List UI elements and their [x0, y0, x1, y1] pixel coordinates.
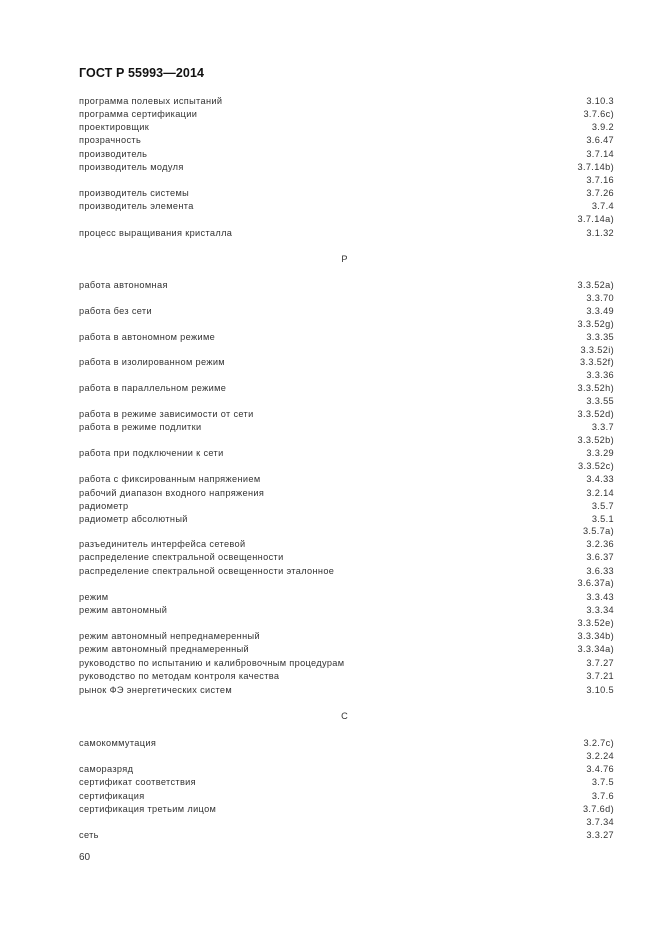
index-entry	[79, 395, 614, 408]
index-entry	[79, 630, 614, 643]
index-term: производитель модуля	[79, 162, 184, 172]
index-term: производитель	[79, 149, 148, 159]
section-letter-heading	[0, 253, 661, 266]
index-entry	[79, 803, 614, 816]
index-entry	[79, 816, 614, 829]
index-reference: 3.7.21	[586, 671, 614, 681]
index-entry	[79, 121, 614, 134]
index-reference: 3.2.24	[586, 751, 614, 761]
index-entry	[79, 776, 614, 789]
index-reference: 3.7.16	[586, 175, 614, 185]
index-reference: 3.7.34	[586, 817, 614, 827]
index-term: рынок ФЭ энергетических систем	[79, 685, 233, 695]
index-reference: 3.3.70	[586, 293, 614, 303]
index-reference: 3.10.5	[586, 685, 614, 695]
index-entry	[79, 643, 614, 656]
index-term: процесс выращивания кристалла	[79, 228, 233, 238]
index-term: программа полевых испытаний	[79, 96, 223, 106]
index-term: работа в режиме подлитки	[79, 422, 202, 432]
index-entry	[79, 829, 614, 842]
index-entry	[79, 473, 614, 486]
index-term: разъединитель интерфейса сетевой	[79, 539, 246, 549]
index-reference: 3.3.7	[591, 422, 614, 432]
index-reference: 3.3.52g)	[577, 319, 614, 329]
index-term: руководство по испытанию и калибровочным процедурам	[79, 658, 345, 668]
index-term: сертификация	[79, 791, 145, 801]
index-entry	[79, 292, 614, 305]
index-term: радиометр	[79, 501, 129, 511]
index-reference: 3.2.14	[586, 488, 614, 498]
index-entry	[79, 279, 614, 292]
index-entry	[79, 382, 614, 395]
index-entry	[79, 134, 614, 147]
index-reference: 3.3.36	[586, 370, 614, 380]
index-reference: 3.3.29	[586, 448, 614, 458]
index-term: режим	[79, 592, 109, 602]
index-term: режим автономный	[79, 605, 168, 615]
index-term: работа с фиксированным напряжением	[79, 474, 261, 484]
page-number: 60	[79, 852, 91, 863]
index-term: работа в режиме зависимости от сети	[79, 409, 254, 419]
index-entry	[79, 187, 614, 200]
index-term: руководство по методам контроля качества	[79, 671, 280, 681]
index-term: проектировщик	[79, 122, 150, 132]
index-reference: 3.7.27	[586, 658, 614, 668]
index-entry	[79, 657, 614, 670]
index-term: распределение спектральной освещенности	[79, 552, 284, 562]
index-term: производитель элемента	[79, 201, 194, 211]
index-reference: 3.9.2	[591, 122, 614, 132]
index-term: режим автономный непреднамеренный	[79, 631, 260, 641]
index-reference: 3.5.7	[591, 501, 614, 511]
index-term: работа в изолированном режим	[79, 357, 225, 367]
index-term: радиометр абсолютный	[79, 514, 188, 524]
index-entry	[79, 577, 614, 590]
index-entry	[79, 305, 614, 318]
index-entry	[79, 148, 614, 161]
index-entry	[79, 318, 614, 331]
index-reference: 3.3.34b)	[577, 631, 614, 641]
index-reference: 3.1.32	[586, 228, 614, 238]
index-term: сеть	[79, 830, 99, 840]
index-entry	[79, 763, 614, 776]
index-entry	[79, 434, 614, 447]
index-entry	[79, 447, 614, 460]
index-reference: 3.5.7a)	[582, 526, 614, 536]
index-reference: 3.3.34	[586, 605, 614, 615]
section-letter: Р	[341, 254, 348, 264]
index-entry	[79, 95, 614, 108]
index-entry	[79, 369, 614, 382]
index-reference: 3.6.33	[586, 566, 614, 576]
index-reference: 3.7.6c)	[583, 109, 614, 119]
index-entry	[79, 604, 614, 617]
index-entry	[79, 174, 614, 187]
index-reference: 3.10.3	[586, 96, 614, 106]
index-reference: 3.7.6	[591, 791, 614, 801]
index-reference: 3.3.43	[586, 592, 614, 602]
index-term: работа без сети	[79, 306, 152, 316]
index-term: сертификация третьим лицом	[79, 804, 217, 814]
index-reference: 3.7.4	[591, 201, 614, 211]
index-reference: 3.3.27	[586, 830, 614, 840]
index-entry	[79, 617, 614, 630]
index-reference: 3.4.33	[586, 474, 614, 484]
index-entry	[79, 200, 614, 213]
index-reference: 3.7.14b)	[577, 162, 614, 172]
index-entry	[79, 421, 614, 434]
index-reference: 3.3.52b)	[577, 435, 614, 445]
index-term: прозрачность	[79, 135, 142, 145]
index-term: производитель системы	[79, 188, 190, 198]
index-reference: 3.2.7c)	[583, 738, 614, 748]
index-reference: 3.2.36	[586, 539, 614, 549]
index-reference: 3.3.35	[586, 332, 614, 342]
index-entry	[79, 750, 614, 763]
index-term: работа при подключении к сети	[79, 448, 224, 458]
index-term: распределение спектральной освещенности эталонное	[79, 566, 335, 576]
index-reference: 3.3.52i)	[580, 345, 614, 355]
index-reference: 3.7.14a)	[577, 214, 614, 224]
index-reference: 3.3.55	[586, 396, 614, 406]
index-entry	[79, 591, 614, 604]
index-term: работа автономная	[79, 280, 168, 290]
index-term: рабочий диапазон входного напряжения	[79, 488, 265, 498]
section-letter: С	[341, 711, 348, 721]
index-entry	[79, 487, 614, 500]
index-entry	[79, 161, 614, 174]
index-entry	[79, 108, 614, 121]
index-term: работа в параллельном режиме	[79, 383, 227, 393]
index-reference: 3.7.26	[586, 188, 614, 198]
index-term: саморазряд	[79, 764, 134, 774]
index-reference: 3.7.5	[591, 777, 614, 787]
index-entry	[79, 408, 614, 421]
index-reference: 3.7.14	[586, 149, 614, 159]
index-entry	[79, 356, 614, 369]
index-entry	[79, 227, 614, 240]
index-reference: 3.3.52h)	[577, 383, 614, 393]
index-reference: 3.7.6d)	[582, 804, 614, 814]
index-entry	[79, 790, 614, 803]
index-reference: 3.3.52d)	[577, 409, 614, 419]
index-entry	[79, 670, 614, 683]
index-term: самокоммутация	[79, 738, 157, 748]
index-entry	[79, 525, 614, 538]
index-reference: 3.3.52f)	[580, 357, 614, 367]
index-reference: 3.3.34a)	[577, 644, 614, 654]
index-entry	[79, 684, 614, 697]
index-term: программа сертификации	[79, 109, 198, 119]
index-reference: 3.6.37	[586, 552, 614, 562]
index-reference: 3.3.52c)	[578, 461, 614, 471]
index-entry	[79, 460, 614, 473]
index-entry	[79, 538, 614, 551]
index-entry	[79, 213, 614, 226]
index-term: сертификат соответствия	[79, 777, 196, 787]
section-letter-heading	[0, 710, 661, 723]
index-term: работа в автономном режиме	[79, 332, 216, 342]
index-entry	[79, 500, 614, 513]
index-entry	[79, 551, 614, 564]
document-title: ГОСТ Р 55993—2014	[79, 66, 205, 80]
index-entry	[79, 737, 614, 750]
index-reference: 3.3.49	[586, 306, 614, 316]
index-entry	[79, 331, 614, 344]
index-reference: 3.3.52e)	[577, 618, 614, 628]
index-term: режим автономный преднамеренный	[79, 644, 250, 654]
index-reference: 3.3.52a)	[577, 280, 614, 290]
index-reference: 3.6.37a)	[577, 578, 614, 588]
index-reference: 3.5.1	[591, 514, 614, 524]
index-reference: 3.6.47	[586, 135, 614, 145]
index-reference: 3.4.76	[586, 764, 614, 774]
